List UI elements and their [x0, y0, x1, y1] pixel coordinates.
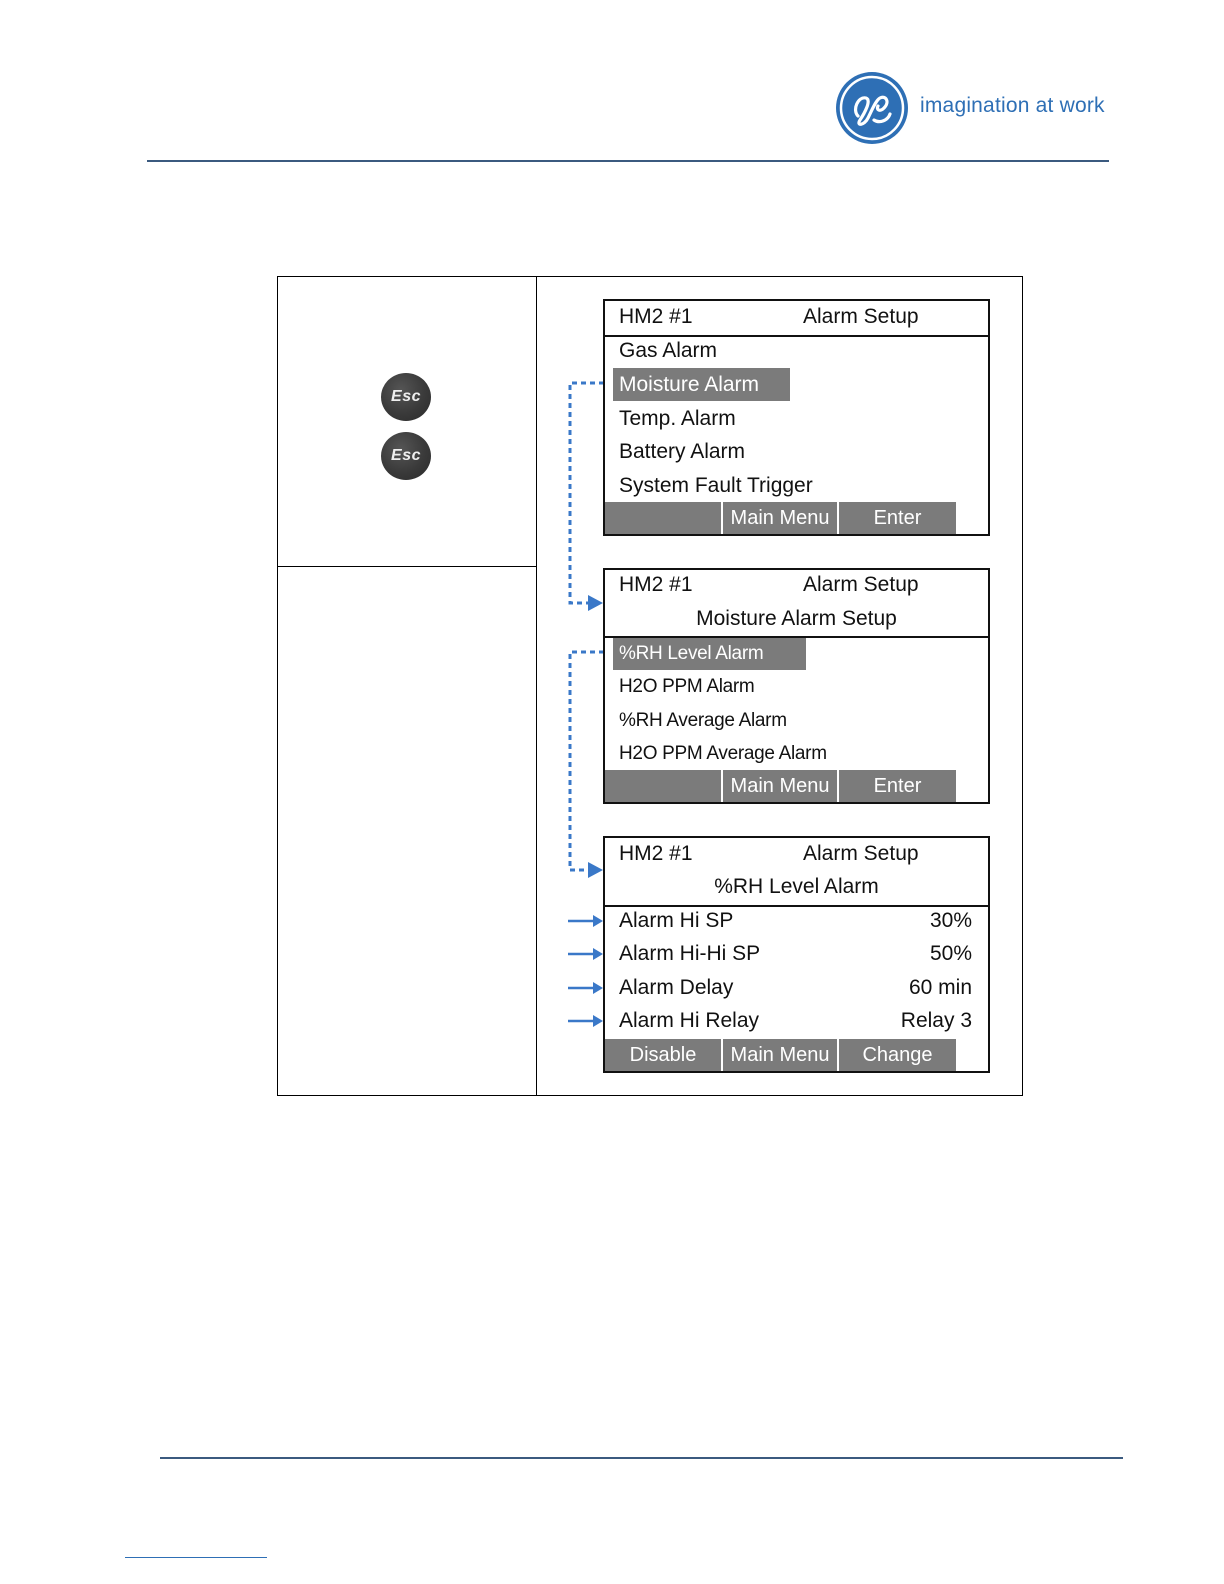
arrow-right-icon: [593, 1015, 603, 1027]
arrow-right-icon: [593, 948, 603, 960]
lcd-screen-alarm-setup: [603, 299, 990, 536]
main-menu-button[interactable]: Main Menu: [721, 502, 837, 534]
screen-title: Alarm Setup: [803, 842, 919, 865]
footer-link-underline: [125, 1557, 267, 1558]
menu-item-h2o-ppm-average-alarm[interactable]: H2O PPM Average Alarm: [619, 743, 827, 764]
screen-subtitle: Moisture Alarm Setup: [696, 607, 897, 630]
arrow-head-icon: [588, 595, 603, 611]
arrow-right-icon: [593, 982, 603, 994]
main-menu-button[interactable]: Main Menu: [721, 1039, 837, 1071]
menu-item-rh-level-alarm[interactable]: %RH Level Alarm: [619, 643, 764, 664]
device-label: HM2 #1: [619, 305, 693, 328]
softkey-bar: [605, 502, 956, 534]
lcd-screen-moisture-alarm-setup: [603, 568, 990, 804]
menu-item-rh-average-alarm[interactable]: %RH Average Alarm: [619, 710, 787, 731]
arrow-head-icon: [588, 862, 603, 878]
device-label: HM2 #1: [619, 842, 693, 865]
menu-item-system-fault-trigger[interactable]: System Fault Trigger: [619, 474, 813, 497]
setting-label-alarm-hi-hi-sp[interactable]: Alarm Hi-Hi SP: [619, 942, 761, 965]
menu-item-moisture-alarm[interactable]: Moisture Alarm: [619, 373, 760, 396]
screen-title: Alarm Setup: [803, 305, 919, 328]
main-menu-button[interactable]: Main Menu: [721, 770, 837, 802]
setting-pointer-arrows: [566, 908, 606, 1034]
setting-label-alarm-hi-sp[interactable]: Alarm Hi SP: [619, 909, 734, 932]
ge-monogram-icon: [834, 70, 912, 148]
header-rule: [147, 160, 1109, 162]
header-divider: [605, 335, 988, 337]
table-column-divider: [536, 276, 537, 1096]
setting-value-alarm-hi-sp: 30%: [929, 909, 972, 932]
lcd-screen-rh-level-alarm: [603, 836, 990, 1073]
softkey-bar: [605, 770, 956, 802]
esc-key-icon: Esc: [381, 432, 431, 480]
enter-button[interactable]: Enter: [837, 770, 956, 802]
disable-button[interactable]: Disable: [629, 1044, 697, 1066]
setting-label-alarm-hi-relay[interactable]: Alarm Hi Relay: [619, 1009, 760, 1032]
ge-tagline: imagination at work: [920, 94, 1105, 117]
setting-value-alarm-hi-relay: Relay 3: [900, 1009, 972, 1032]
esc-key-icon: Esc: [381, 373, 431, 421]
softkey-1[interactable]: [605, 770, 721, 802]
softkey-bar: [605, 1039, 956, 1071]
setting-value-alarm-hi-hi-sp: 50%: [929, 942, 972, 965]
arrow-right-icon: [593, 915, 603, 927]
table-row-divider: [277, 566, 537, 567]
menu-item-battery-alarm[interactable]: Battery Alarm: [619, 440, 746, 463]
menu-item-h2o-ppm-alarm[interactable]: H2O PPM Alarm: [619, 676, 755, 697]
change-button[interactable]: Change: [837, 1039, 956, 1071]
footer-rule: [160, 1457, 1123, 1459]
enter-button[interactable]: Enter: [837, 502, 956, 534]
setting-label-alarm-delay[interactable]: Alarm Delay: [619, 976, 734, 999]
menu-item-gas-alarm[interactable]: Gas Alarm: [619, 339, 718, 362]
setting-value-alarm-delay: 60 min: [908, 976, 972, 999]
screen-title: Alarm Setup: [803, 573, 919, 596]
device-label: HM2 #1: [619, 573, 693, 596]
screen-subtitle: %RH Level Alarm: [714, 875, 879, 898]
header-divider: [605, 905, 988, 907]
menu-item-temp-alarm[interactable]: Temp. Alarm: [619, 407, 736, 430]
softkey-1[interactable]: [605, 502, 721, 534]
